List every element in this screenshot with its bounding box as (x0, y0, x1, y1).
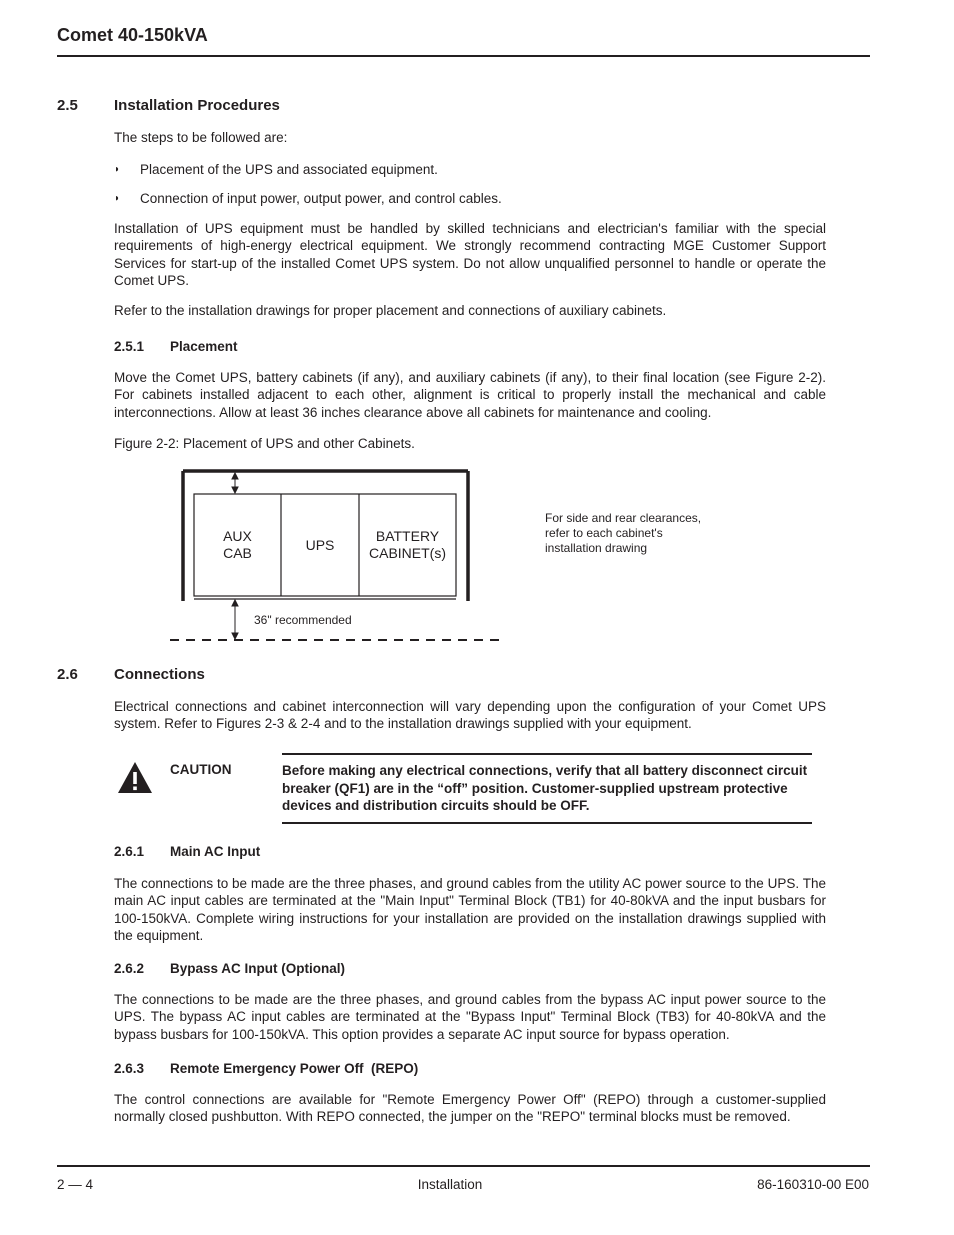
top-clearance-arrow (232, 473, 238, 493)
page-header-title: Comet 40-150kVA (57, 25, 208, 45)
caution-top-rule (282, 753, 812, 755)
section-number: 2.6 (57, 666, 78, 683)
ups-label: UPS (305, 537, 335, 553)
section-title: Installation Procedures (114, 97, 280, 114)
header-rule (57, 55, 870, 57)
paragraph: Move the Comet UPS, battery cabinets (if any), and auxiliary cabinets (if any), to their final location (see Figure 2-2). For cabinets installed adjacent to each other, alignment is critical to properly install the mechanical and cable interconnections. Allow at least 36 inches clearance above all cabinets for maintenance and cooling. (114, 370, 826, 420)
battery-cabinet-label: BATTERY CABINET(s) (369, 528, 446, 561)
footer-chapter: Installation (417, 1177, 483, 1192)
subsection-title: Main AC Input (170, 844, 261, 859)
subsection-title: Bypass AC Input (Optional) (170, 961, 345, 976)
caution-bottom-rule (282, 822, 812, 824)
warning-icon (117, 761, 153, 794)
caution-label: CAUTION (170, 762, 232, 777)
paragraph: The control connections are available for "Remote Emergency Power Off" (REPO) through a customer-supplied normally closed pushbutton. With REPO connected, the jumper on the "REPO" terminal blocks must be removed. (114, 1092, 826, 1125)
paragraph: The connections to be made are the three phases, and ground cables from the bypass AC input power source to the UPS. The bypass AC input cables are terminated at the "Bypass Input" Terminal Block (TB3) for 40-80kVA and the bypass busbars for 100-150kVA. This option provides a separate AC input source for bypass operation. (114, 992, 826, 1042)
figure-caption: Figure 2-2: Placement of UPS and other Cabinets. (114, 436, 415, 451)
subsection-number: 2.6.2 (114, 961, 145, 976)
clearance-note: For side and rear clearances, refer to each cabinet's installation drawing (545, 511, 702, 555)
paragraph: Electrical connections and cabinet interconnection will vary depending upon the configuration of your Comet UPS system. Refer to Figures 2-3 & 2-4 and to the installation drawings supplied with your equipment. (114, 699, 826, 732)
document-number: 86-160310-00 E00 (757, 1177, 869, 1192)
subsection-number: 2.6.3 (114, 1061, 145, 1076)
subsection-title: Remote Emergency Power Off (REPO) (170, 1061, 419, 1076)
section-intro: The steps to be followed are: (114, 130, 288, 145)
subsection-title: Placement (170, 339, 238, 354)
front-clearance-arrow (232, 600, 238, 639)
bullet-icon: ◗ (114, 193, 121, 204)
paragraph: Refer to the installation drawings for proper placement and connections of auxiliary cabinets. (114, 303, 667, 318)
section-number: 2.5 (57, 97, 78, 114)
bullet-icon: ◗ (114, 164, 121, 175)
bullet-item: Placement of the UPS and associated equipment. (140, 162, 438, 177)
subsection-number: 2.5.1 (114, 339, 145, 354)
paragraph: The connections to be made are the three phases, and ground cables from the utility AC power source to the UPS. The main AC input cables are terminated at the "Main Input" Terminal Block (TB1) for 40-80kVA and the input busbars for 100-150kVA. Complete wiring instructions for your installation are provided on the installation drawings supplied with the equipment. (114, 876, 826, 943)
caution-text: Before making any electrical connections, verify that all battery disconnect circuit breaker (QF1) are in the “off” position. Customer-supplied upstream protective devices and distribution circuits should be OFF. (282, 763, 808, 813)
clearance-label: 36" recommended (254, 613, 352, 627)
aux-cab-label: AUX CAB (223, 528, 252, 561)
subsection-number: 2.6.1 (114, 844, 145, 859)
paragraph: Installation of UPS equipment must be handled by skilled technicians and electrician's familiar with the special requirements of high-energy electrical equipment. We strongly recommend contracting MGE Customer Support Services for start-up of the installed Comet UPS system. Do not allow unqualified personnel to handle or operate the Comet UPS. (114, 221, 826, 288)
footer-rule (57, 1165, 870, 1167)
page-number: 2 — 4 (57, 1177, 94, 1192)
bullet-item: Connection of input power, output power, and control cables. (140, 191, 502, 206)
section-title: Connections (114, 666, 205, 683)
